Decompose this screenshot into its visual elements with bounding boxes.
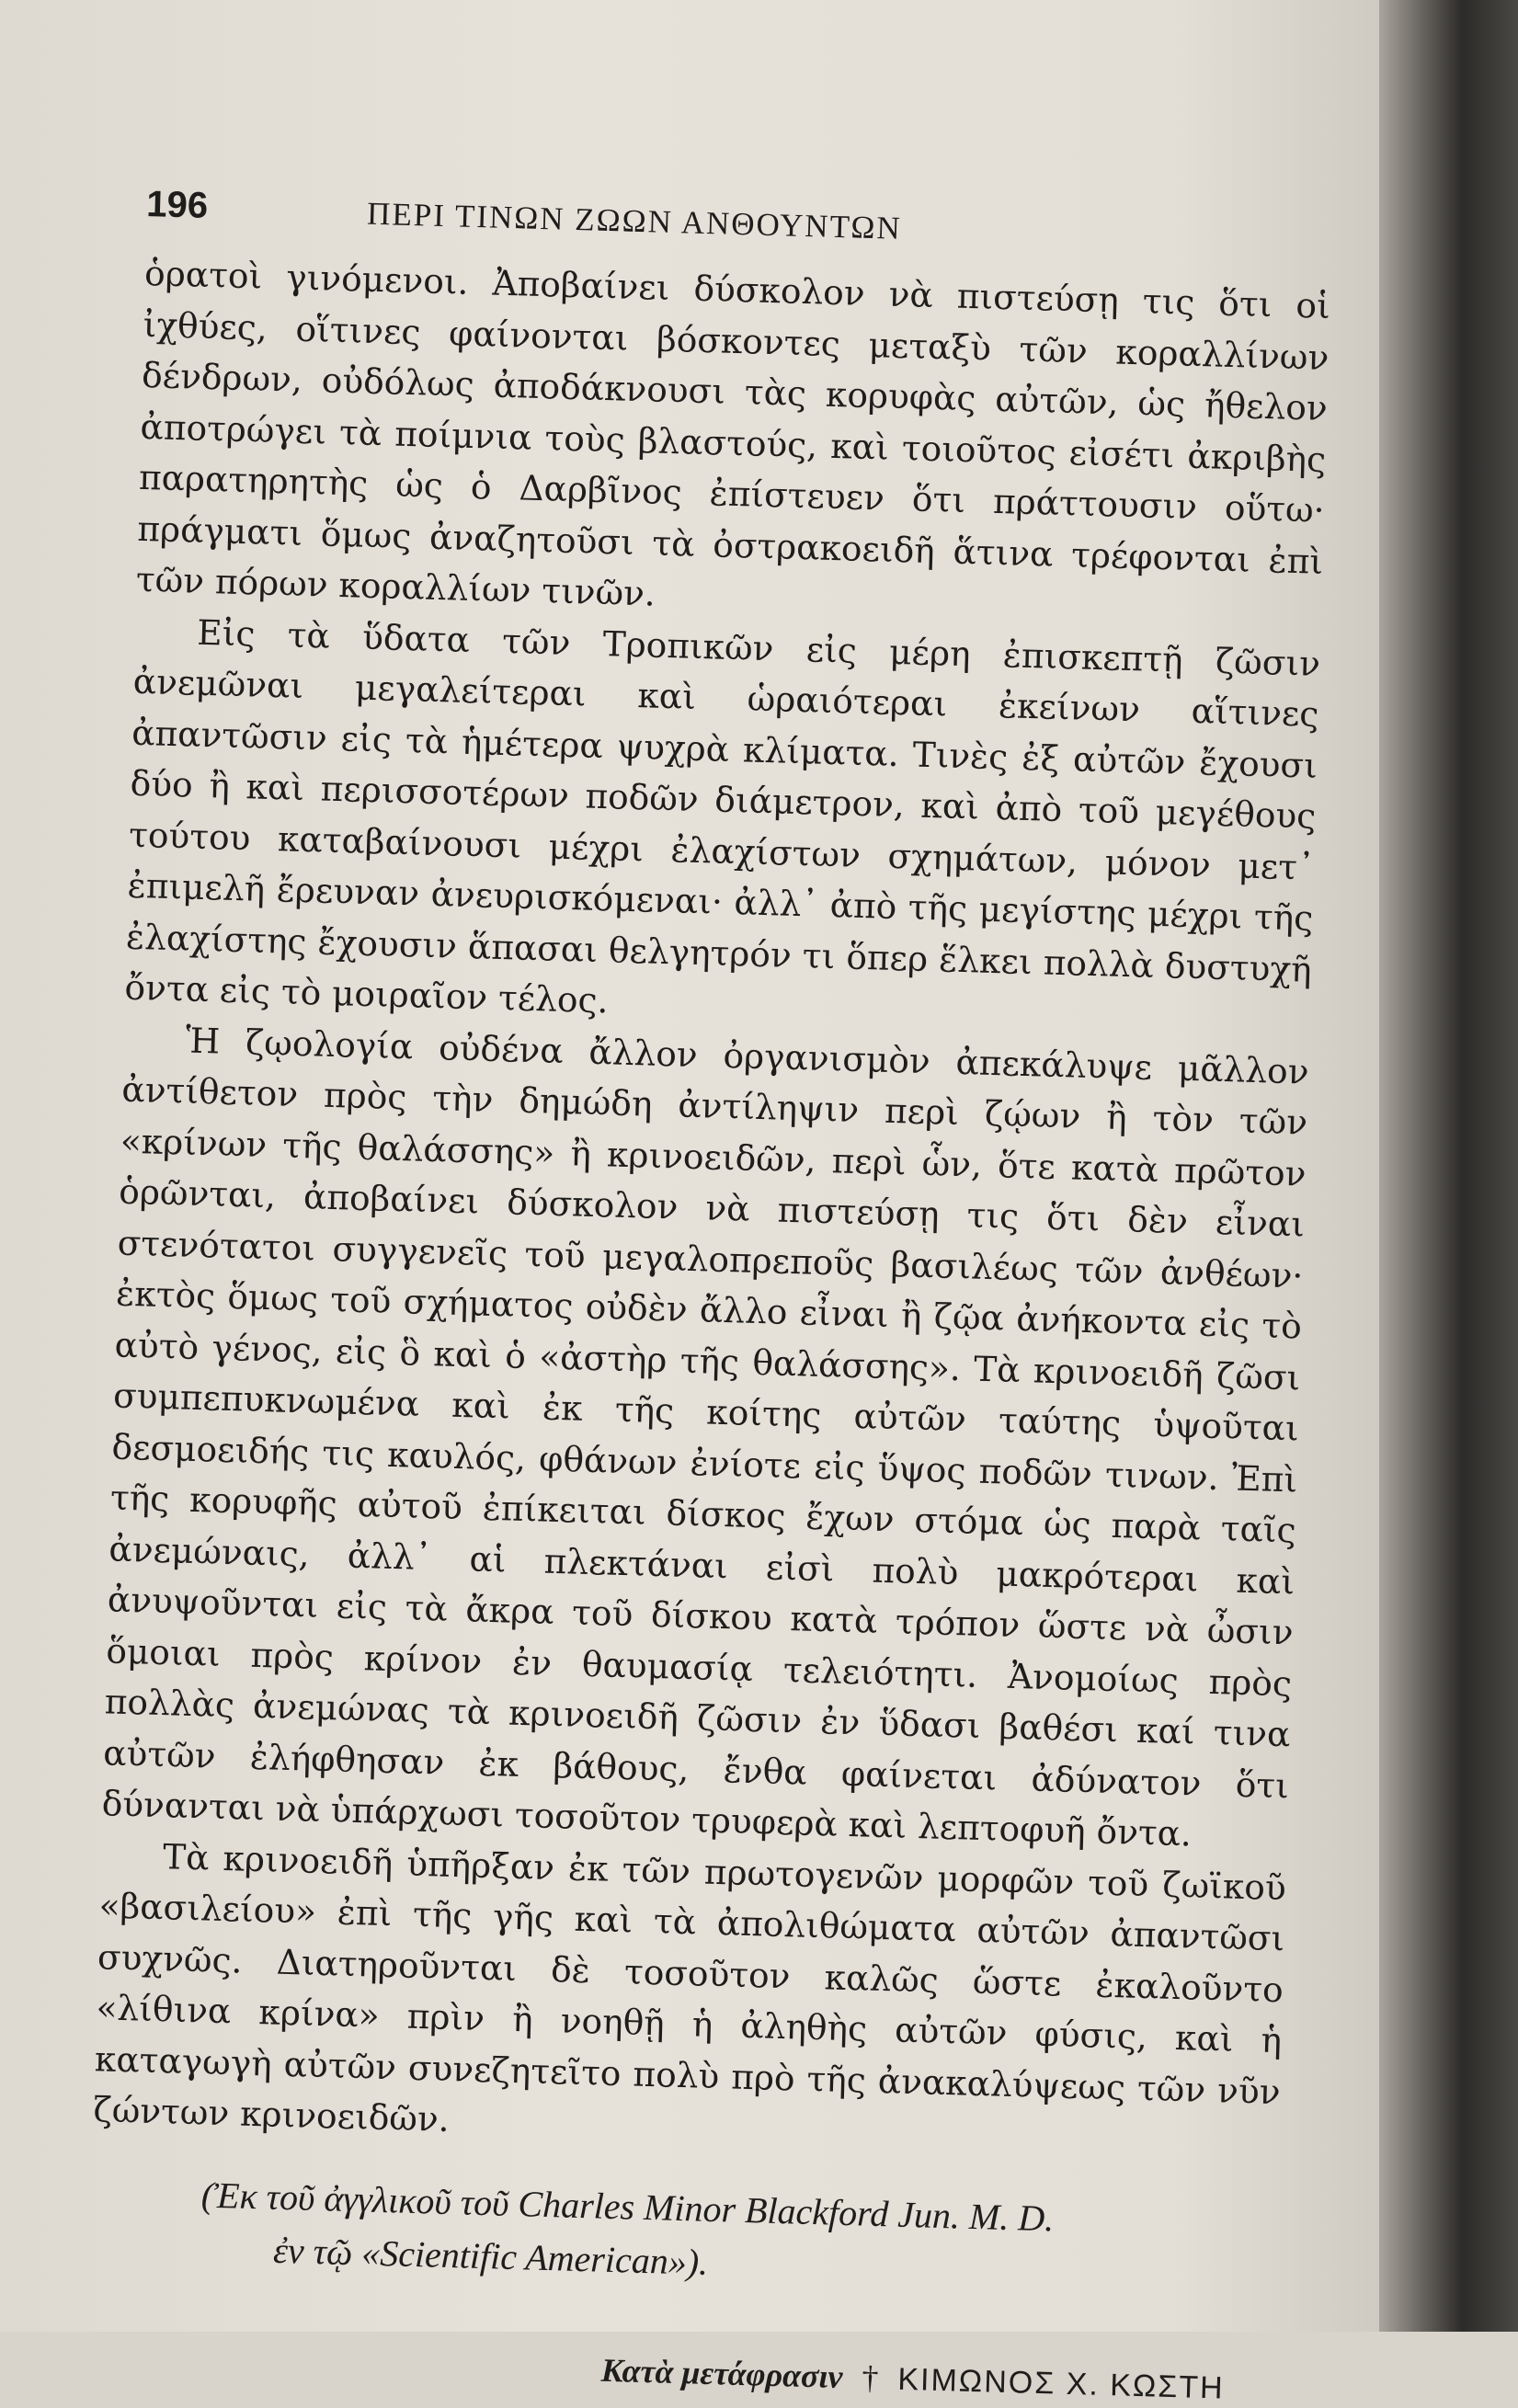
source-line-1: (Ἐκ τοῦ ἀγγλικοῦ τοῦ Charles Minor Blackford Jun. M. D. (200, 2174, 1055, 2239)
paragraph-2: Εἰς τὰ ὕδατα τῶν Τροπικῶν εἰς μέρη ἐπισκεπτῇ ζῶσιν ἀνεμῶναι μεγαλείτεραι καὶ ὡραιότεραι ἐκείνων αἵτινες ἀπαντῶσιν εἰς τὰ ἡμέτερα ψυχρὰ κλίματα. Τινὲς ἐξ αὐτῶν ἔχουσι δύο ἢ καὶ περισσοτέρων ποδῶν διάμετρον, καὶ ἀπὸ τοῦ μεγέθους τούτου καταβαίνουσι μέχρι ἐλαχίστων σχημάτων, μόνον μετ᾽ ἐπιμελῆ ἔρευναν ἀνευρισκόμεναι· ἀλλ᾽ ἀπὸ τῆς μεγίστης μέχρι τῆς ἐλαχίστης ἔχουσιν ἅπασαι θελγητρόν τι ὅπερ ἕλκει πολλὰ δυστυχῆ ὄντα εἰς τὸ μοιραῖον τέλος. (123, 611, 1321, 1021)
source-line-2: ἐν τῷ «Scientific American»). (272, 2229, 709, 2283)
dagger-mark: † (861, 2358, 880, 2396)
paragraph-3: Ἡ ζῳολογία οὐδένα ἄλλον ὀργανισμὸν ἀπεκάλυψε μᾶλλον ἀντίθετον πρὸς τὴν δημώδη ἀντίληψιν περὶ ζῴων ἢ τὸν τῶν «κρίνων τῆς θαλάσσης» ἢ κρινοειδῶν, περὶ ὧν, ὅτε κατὰ πρῶτον ὁρῶνται, ἀποβαίνει δύσκολον νὰ πιστεύσῃ τις ὅτι δὲν εἶναι στενότατοι συγγενεῖς τοῦ μεγαλοπρεποῦς βασιλέως τῶν ἀνθέων· ἐκτὸς ὅμως τοῦ σχήματος οὐδὲν ἄλλο εἶναι ἢ ζῷα ἀνήκοντα εἰς τὸ αὐτὸ γένος, εἰς ὃ καὶ ὁ «ἀστὴρ τῆς θαλάσσης». Τὰ κρινοειδῆ ζῶσι συμπεπυκνωμένα καὶ ἐκ τῆς κοίτης αὐτῶν ταύτης ὑψοῦται δεσμοειδής τις καυλός, φθάνων ἐνίοτε εἰς ὕψος ποδῶν τινων. Ἐπὶ τῆς κορυφῆς αὐτοῦ ἐπίκειται δίσκος ἔχων στόμα ὡς παρὰ ταῖς ἀνεμώναις, ἀλλ᾽ αἱ πλεκτάναι εἰσὶ πολὺ μακρότεραι καὶ ἀνυψοῦνται εἰς τὰ ἄκρα τοῦ δίσκου κατὰ τρόπον ὥστε νὰ ὦσιν ὅμοιαι πρὸς κρίνον ἐν θαυμασίᾳ τελειότητι. Ἀνομοίως πρὸς πολλὰς ἀνεμώνας τὰ κρινοειδῆ ζῶσιν ἐν ὕδασι βαθέσι καί τινα αὐτῶν ἐλήφθησαν ἐκ βάθους, ἔνθα φαίνεται ἀδύνατον ὅτι δύνανται νὰ ὑπάρχωσι τοσοῦτον τρυφερὰ καὶ λεπτοφυῆ ὄντα. (101, 1020, 1310, 1855)
running-head: ΠΕΡΙ ΤΙΝΩΝ ΖΩΩΝ ΑΝΘΟΥΝΤΩΝ (366, 195, 903, 246)
paragraph-1: ὁρατοὶ γινόμενοι. Ἀποβαίνει δύσκολον νὰ πιστεύσῃ τις ὅτι οἱ ἰχθύες, οἵτινες φαίνονται βόσκοντες μεταξὺ τῶν κοραλλίνων δένδρων, οὐδόλως ἀποδάκνουσι τὰς κορυφὰς αὐτῶν, ὡς ἤθελον ἀποτρώγει τὰ ποίμνια τοὺς βλαστούς, καὶ τοιοῦτος εἰσέτι ἀκριβὴς παρατηρητὴς ὡς ὁ Δαρβῖνος ἐπίστευεν ὅτι πράττουσιν οὕτω· πράγματι ὅμως ἀναζητοῦσι τὰ ὀστρακοειδῆ ἅτινα τρέφονται ἐπὶ τῶν πόρων κοραλλίων τινῶν. (135, 252, 1331, 614)
page-number: 196 (145, 184, 209, 226)
translator-name: ΚΙΜΩΝΟΣ Χ. ΚΩΣΤΗ (896, 2361, 1226, 2406)
source-citation (89, 2165, 1278, 2305)
translation-label: Κατὰ μετάφρασιν (600, 2351, 844, 2395)
translation-credit (86, 2336, 1273, 2408)
paragraph-4: Τὰ κρινοειδῆ ὑπῆρξαν ἐκ τῶν πρωτογενῶν μορφῶν τοῦ ζωϊκοῦ «βασιλείου» ἐπὶ τῆς γῆς καὶ τὰ ἀπολιθώματα αὐτῶν ἀπαντῶσι συχνῶς. Διατηροῦνται δὲ τοσοῦτον καλῶς ὥστε ἐκαλοῦντο «λίθινα κρίνα» πρὶν ἢ νοηθῇ ἡ ἀληθὴς αὐτῶν φύσις, καὶ ἡ καταγωγὴ αὐτῶν συνεζητεῖτο πολὺ πρὸ τῆς ἀνακαλύψεως τῶν νῦν ζώντων κρινοειδῶν. (92, 1835, 1287, 2140)
book-binding-edge (1379, 0, 1518, 2332)
page-content (86, 184, 1332, 2408)
